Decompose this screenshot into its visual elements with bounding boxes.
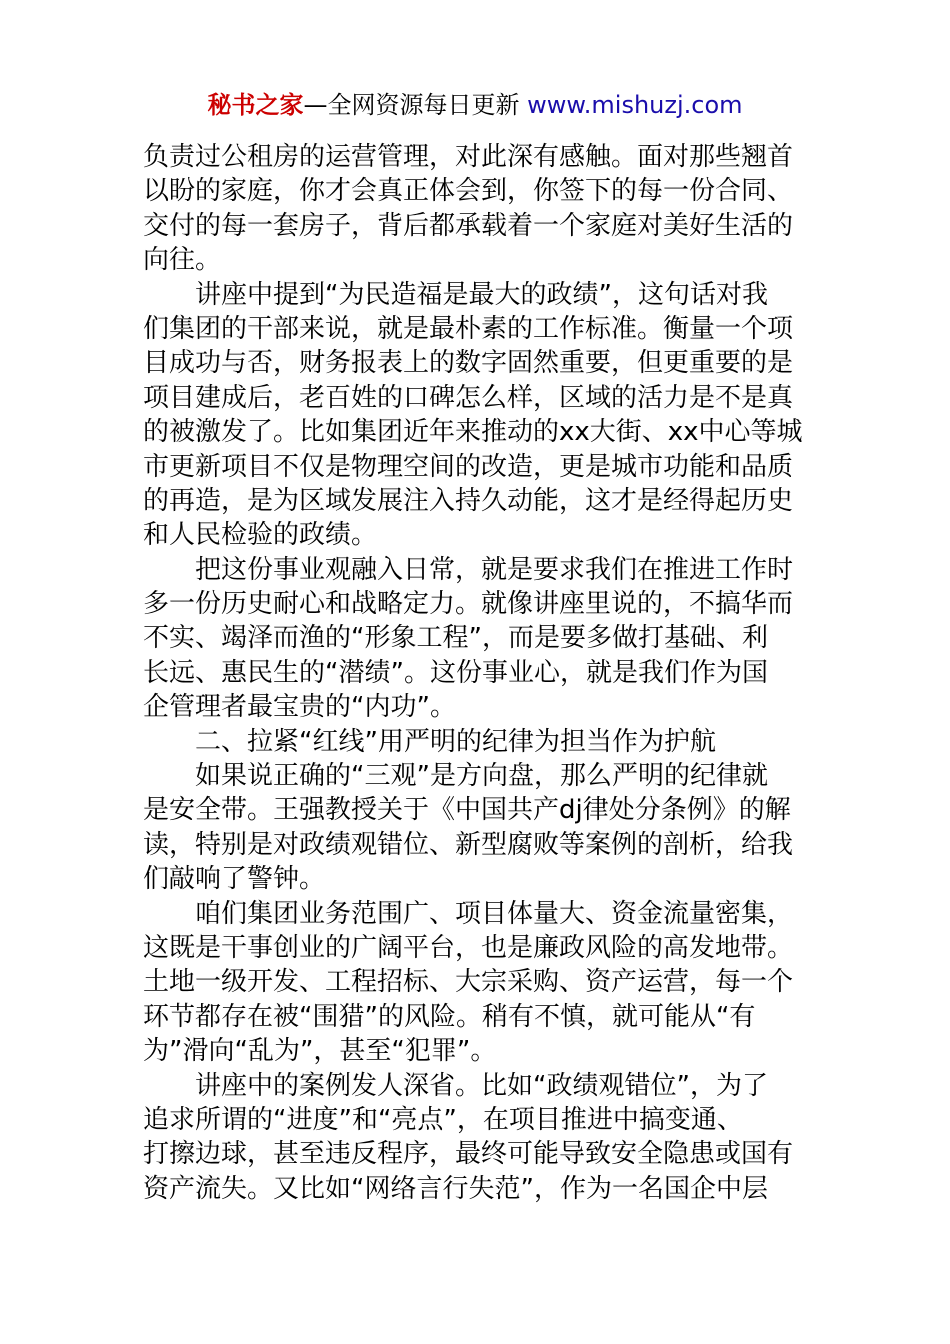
- text-line: 以盼的家庭，你才会真正体会到，你签下的每一份合同、: [143, 176, 794, 207]
- text-line: 读，特别是对政绩观错位、新型腐败等案例的剖析，给我: [143, 829, 794, 860]
- text-line: 环节都存在被“围猎”的风险。稍有不慎，就可能从“有: [143, 1001, 756, 1032]
- text-line: 这既是干事创业的广阔平台，也是廉政风险的高发地带。: [143, 932, 794, 963]
- text-line: 资产流失。又比如“网络言行失范”，作为一名国企中层: [143, 1173, 768, 1204]
- text-line: 如果说正确的“三观”是方向盘，那么严明的纪律就: [195, 761, 768, 792]
- site-tagline: —全网资源每日更新: [303, 91, 528, 119]
- text-line: 市更新项目不仅是物理空间的改造，更是城市功能和品质: [143, 451, 794, 482]
- text-line: 土地一级开发、工程招标、大宗采购、资产运营，每一个: [143, 967, 794, 998]
- text-line: 追求所谓的“进度”和“亮点”，在项目推进中搞变通、: [143, 1104, 743, 1135]
- text-line: 的再造，是为区域发展注入持久动能，这才是经得起历史: [143, 485, 794, 516]
- text-line: 们敲响了警钟。: [143, 864, 326, 895]
- text-line: 企管理者最宝贵的“内功”。: [143, 692, 456, 723]
- text-line: 为”滑向“乱为”，甚至“犯罪”。: [143, 1036, 497, 1067]
- text-line: 讲座中的案例发人深省。比如“政绩观错位”，为了: [195, 1070, 768, 1101]
- text-line: 长远、惠民生的“潜绩”。这份事业心，就是我们作为国: [143, 657, 768, 688]
- text-line: 负责过公租房的运营管理，对此深有感触。面对那些翘首: [143, 142, 794, 172]
- text-line: 目成功与否，财务报表上的数字固然重要，但更重要的是: [143, 348, 794, 379]
- text-line: 讲座中提到“为民造福是最大的政绩”，这句话对我: [195, 279, 768, 310]
- site-brand: 秘书之家: [207, 91, 304, 119]
- text-line: 们集团的干部来说，就是最朴素的工作标准。衡量一个项: [143, 313, 794, 344]
- text-line: 咱们集团业务范围广、项目体量大、资金流量密集，: [195, 898, 794, 929]
- text-line: 和人民检验的政绩。: [143, 520, 378, 551]
- text-line: 向往。: [143, 245, 222, 276]
- text-line: 是安全带。王强教授关于《中国共产dj律处分条例》的解: [143, 795, 791, 826]
- site-header: [0, 88, 950, 122]
- text-line: 项目建成后，老百姓的口碑怎么样，区域的活力是不是真: [143, 382, 794, 413]
- text-line: 不实、竭泽而渔的“形象工程”，而是要多做打基础、利: [143, 623, 768, 654]
- section-heading: 二、拉紧“红线”用严明的纪律为担当作为护航: [195, 726, 716, 757]
- text-line: 的被激发了。比如集团近年来推动的xx大街、xx中心等城: [143, 417, 803, 448]
- document-body: [143, 140, 813, 1206]
- text-line: 多一份历史耐心和战略定力。就像讲座里说的，不搞华而: [143, 589, 794, 620]
- text-line: 把这份事业观融入日常，就是要求我们在推进工作时: [195, 554, 794, 585]
- site-url-link[interactable]: www.mishuzj.com: [527, 91, 743, 119]
- text-line: 交付的每一套房子，背后都承载着一个家庭对美好生活的: [143, 210, 794, 241]
- text-line: 打擦边球，甚至违反程序，最终可能导致安全隐患或国有: [143, 1139, 794, 1170]
